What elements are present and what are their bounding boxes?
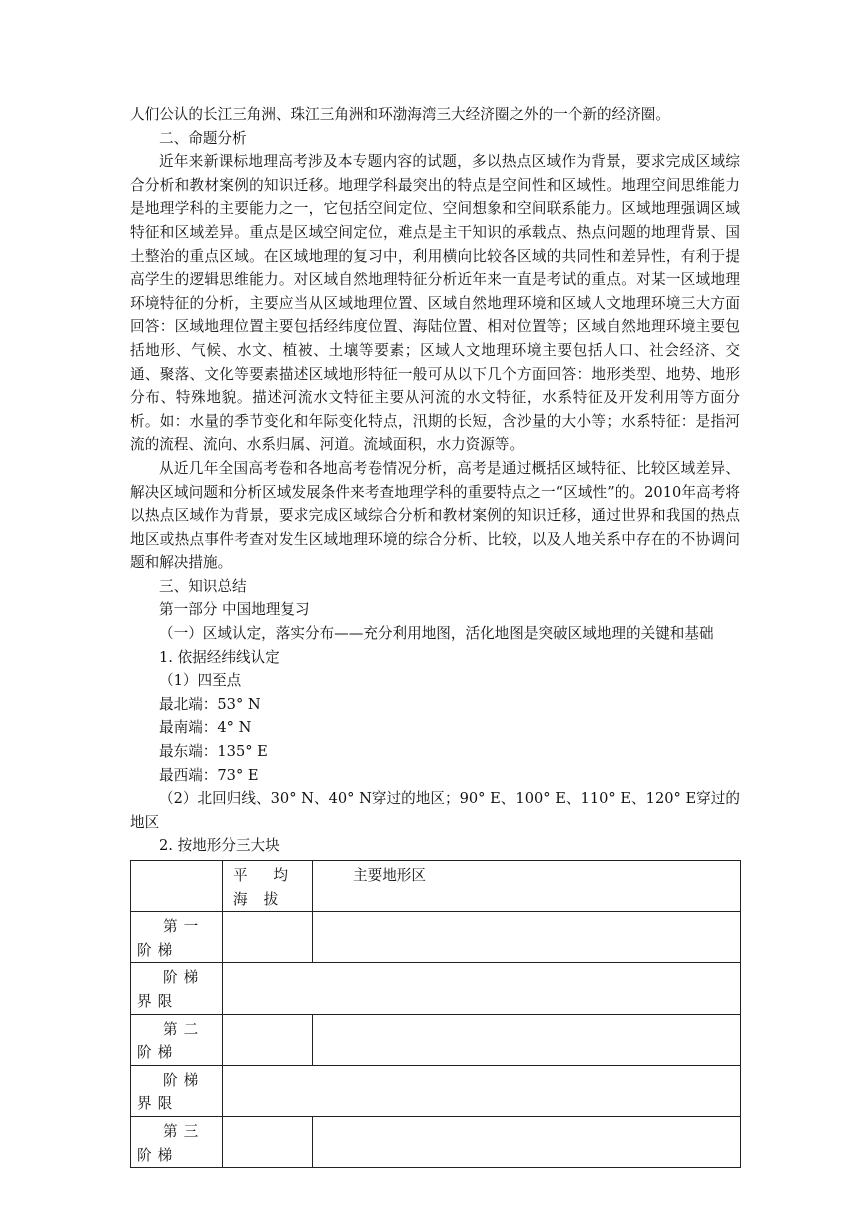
cell-boundary	[223, 963, 741, 1014]
cell-altitude	[223, 1014, 313, 1065]
extreme-south: 最南端：4° N	[159, 719, 252, 737]
paragraph-analysis-2: 从近几年全国高考卷和各地高考卷情况分析，高考是通过概括区域特征、比较区域差异、解决区域问题和分析区域发展条件来考查地理学科的重要特点之一“区域性”的。2010年高考将以热点区域作为背景，要求完成区域综合分析和教材案例的知识迁移，通过世界和我国的热点地区或热点事件考查对发生区域地理环境的综合分析、比较，以及人地关系中存在的不协调问题和解决措施。	[130, 459, 740, 572]
row-label-boundary-1: 阶梯界限	[131, 963, 223, 1014]
cell-altitude	[223, 1116, 313, 1167]
table-row	[131, 963, 741, 1014]
table-header-regions: 主要地形区	[313, 861, 741, 912]
extreme-north: 最北端：53° N	[159, 695, 261, 713]
table-row	[131, 1065, 741, 1116]
extreme-east: 最东端：135° E	[159, 743, 268, 761]
paragraph-continuation: 人们公认的长江三角洲、珠江三角洲和环渤海湾三大经济圈之外的一个新的经济圈。	[130, 106, 670, 123]
row-label-boundary-2: 阶梯界限	[131, 1065, 223, 1116]
row-label-step-1: 第一阶梯	[131, 912, 223, 963]
row-label-step-2: 第二阶梯	[131, 1014, 223, 1065]
list-item-1: 1. 依据经纬线认定	[159, 648, 280, 666]
sub-item-lines: （2）北回归线、30° N、40° N穿过的地区；90° E、100° E、110° E、120° E穿过的地区	[130, 790, 740, 831]
sub-item-extreme-points: （1）四至点	[159, 672, 242, 690]
cell-boundary	[223, 1065, 741, 1116]
table-row	[131, 1116, 741, 1167]
part-heading-china: 第一部分 中国地理复习	[159, 601, 310, 619]
table-header-altitude: 平均海拔	[223, 861, 313, 912]
table-row	[131, 1014, 741, 1065]
table-header-row	[131, 861, 741, 912]
table-row	[131, 912, 741, 963]
extreme-west: 最西端：73° E	[159, 766, 259, 784]
row-label-step-3: 第三阶梯	[131, 1116, 223, 1167]
subsection-heading-region: （一）区域认定，落实分布——充分利用地图，活化地图是突破区域地理的关键和基础	[159, 625, 714, 643]
section-heading-analysis: 二、命题分析	[159, 129, 247, 147]
document-page	[130, 103, 740, 1168]
cell-regions	[313, 912, 741, 963]
section-heading-summary: 三、知识总结	[159, 577, 247, 595]
list-item-2: 2. 按地形分三大块	[159, 837, 280, 855]
paragraph-analysis-1: 近年来新课标地理高考涉及本专题内容的试题，多以热点区域作为背景，要求完成区域综合分析和教材案例的知识迁移。地理学科最突出的特点是空间性和区域性。地理空间思维能力是地理学科的主要能力之一，它包括空间定位、空间想象和空间联系能力。区域地理强调区域特征和区域差异。重点是区域空间定位，难点是主干知识的承载点、热点问题的地理背景、国土整治的重点区域。在区域地理的复习中，利用横向比较各区域的共同性和差异性，有利于提高学生的逻辑思维能力。对区域自然地理特征分析近年来一直是考试的重点。对某一区域地理环境特征的分析，主要应当从区域地理位置、区域自然地理环境和区域人文地理环境三大方面回答：区域地理位置主要包括经纬度位置、海陆位置、相对位置等；区域自然地理环境主要包括地形、气候、水文、植被、土壤等要素；区域人文地理环境主要包括人口、社会经济、交通、聚落、文化等要素描述区域地形特征一般可从以下几个方面回答：地形类型、地势、地形分布、特殊地貌。描述河流水文特征主要从河流的水文特征，水系特征及开发利用等方面分析。如：水量的季节变化和年际变化特点，汛期的长短，含沙量的大小等；水系特征：是指河流的流程、流向、水系归属、河道。流域面积，水力资源等。	[130, 153, 740, 454]
cell-altitude	[223, 912, 313, 963]
table-header-blank	[131, 861, 223, 912]
cell-regions	[313, 1014, 741, 1065]
cell-regions	[313, 1116, 741, 1167]
terrain-steps-table	[130, 860, 741, 1168]
